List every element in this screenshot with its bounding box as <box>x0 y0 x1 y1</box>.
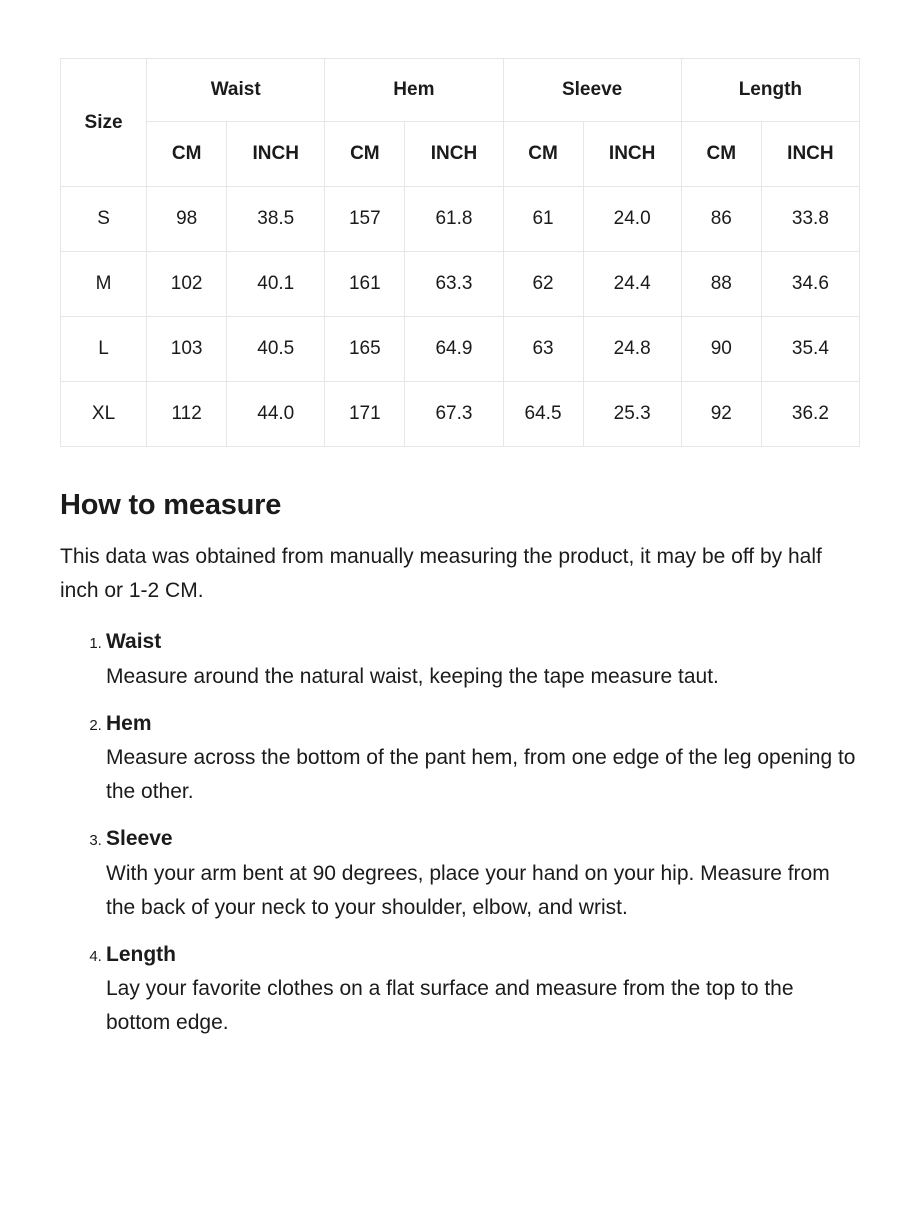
measure-step-title: 1. Waist <box>106 630 162 654</box>
measure-step-title: 4. Length <box>106 942 176 966</box>
cell-waist-cm: 102 <box>147 252 227 317</box>
cell-hem-cm: 165 <box>325 317 405 382</box>
cell-sleeve-cm: 64.5 <box>503 382 583 447</box>
cell-hem-inch: 63.3 <box>405 252 503 317</box>
cell-waist-cm: 112 <box>147 382 227 447</box>
list-item <box>106 626 860 694</box>
cell-sleeve-inch: 24.8 <box>583 317 681 382</box>
cell-hem-inch: 67.3 <box>405 382 503 447</box>
header-group-length: Length <box>681 59 859 122</box>
size-chart-table <box>60 58 860 447</box>
header-size: Size <box>61 59 147 187</box>
cell-length-cm: 92 <box>681 382 761 447</box>
header-unit-sleeve-inch: INCH <box>583 122 681 187</box>
header-unit-waist-cm: CM <box>147 122 227 187</box>
header-group-waist: Waist <box>147 59 325 122</box>
measure-step-body: Measure across the bottom of the pant hem, from one edge of the leg opening to the other. <box>106 746 856 804</box>
measure-step-body: Measure around the natural waist, keeping the tape measure taut. <box>106 664 719 688</box>
table-row <box>61 187 860 252</box>
measure-step-body: With your arm bent at 90 degrees, place your hand on your hip. Measure from the back of your neck to your shoulder, elbow, and wrist. <box>106 861 830 919</box>
cell-waist-inch: 44.0 <box>227 382 325 447</box>
cell-waist-inch: 40.5 <box>227 317 325 382</box>
cell-hem-cm: 171 <box>325 382 405 447</box>
measure-step-title: 3. Sleeve <box>106 827 173 851</box>
cell-hem-inch: 61.8 <box>405 187 503 252</box>
header-unit-length-inch: INCH <box>761 122 859 187</box>
cell-sleeve-cm: 63 <box>503 317 583 382</box>
header-unit-waist-inch: INCH <box>227 122 325 187</box>
cell-hem-cm: 157 <box>325 187 405 252</box>
table-header-groups <box>61 59 860 122</box>
table-row <box>61 252 860 317</box>
list-item <box>106 939 860 1041</box>
table-header <box>61 59 860 187</box>
header-unit-length-cm: CM <box>681 122 761 187</box>
row-size-label: XL <box>61 382 147 447</box>
table-row <box>61 317 860 382</box>
cell-length-cm: 88 <box>681 252 761 317</box>
list-item <box>106 823 860 925</box>
table-body <box>61 187 860 447</box>
header-unit-sleeve-cm: CM <box>503 122 583 187</box>
cell-sleeve-cm: 61 <box>503 187 583 252</box>
cell-sleeve-inch: 25.3 <box>583 382 681 447</box>
cell-waist-inch: 40.1 <box>227 252 325 317</box>
cell-length-inch: 36.2 <box>761 382 859 447</box>
cell-waist-inch: 38.5 <box>227 187 325 252</box>
table-header-units <box>61 122 860 187</box>
row-size-label: M <box>61 252 147 317</box>
measure-step-body: Lay your favorite clothes on a flat surface and measure from the top to the bottom edge. <box>106 977 794 1035</box>
header-group-hem: Hem <box>325 59 503 122</box>
cell-length-inch: 34.6 <box>761 252 859 317</box>
cell-hem-inch: 64.9 <box>405 317 503 382</box>
cell-length-inch: 35.4 <box>761 317 859 382</box>
row-size-label: S <box>61 187 147 252</box>
header-group-sleeve: Sleeve <box>503 59 681 122</box>
row-size-label: L <box>61 317 147 382</box>
measure-step-title: 2. Hem <box>106 711 152 735</box>
cell-sleeve-inch: 24.4 <box>583 252 681 317</box>
page-title: How to measure <box>60 489 282 521</box>
cell-hem-cm: 161 <box>325 252 405 317</box>
measure-steps-list <box>60 626 860 1040</box>
list-item <box>106 708 860 810</box>
intro-paragraph: This data was obtained from manually measuring the product, it may be off by half inch or 1-2 CM. <box>60 545 822 603</box>
cell-length-inch: 33.8 <box>761 187 859 252</box>
cell-waist-cm: 98 <box>147 187 227 252</box>
header-unit-hem-cm: CM <box>325 122 405 187</box>
cell-length-cm: 86 <box>681 187 761 252</box>
cell-sleeve-cm: 62 <box>503 252 583 317</box>
cell-length-cm: 90 <box>681 317 761 382</box>
header-unit-hem-inch: INCH <box>405 122 503 187</box>
table-row <box>61 382 860 447</box>
cell-sleeve-inch: 24.0 <box>583 187 681 252</box>
cell-waist-cm: 103 <box>147 317 227 382</box>
